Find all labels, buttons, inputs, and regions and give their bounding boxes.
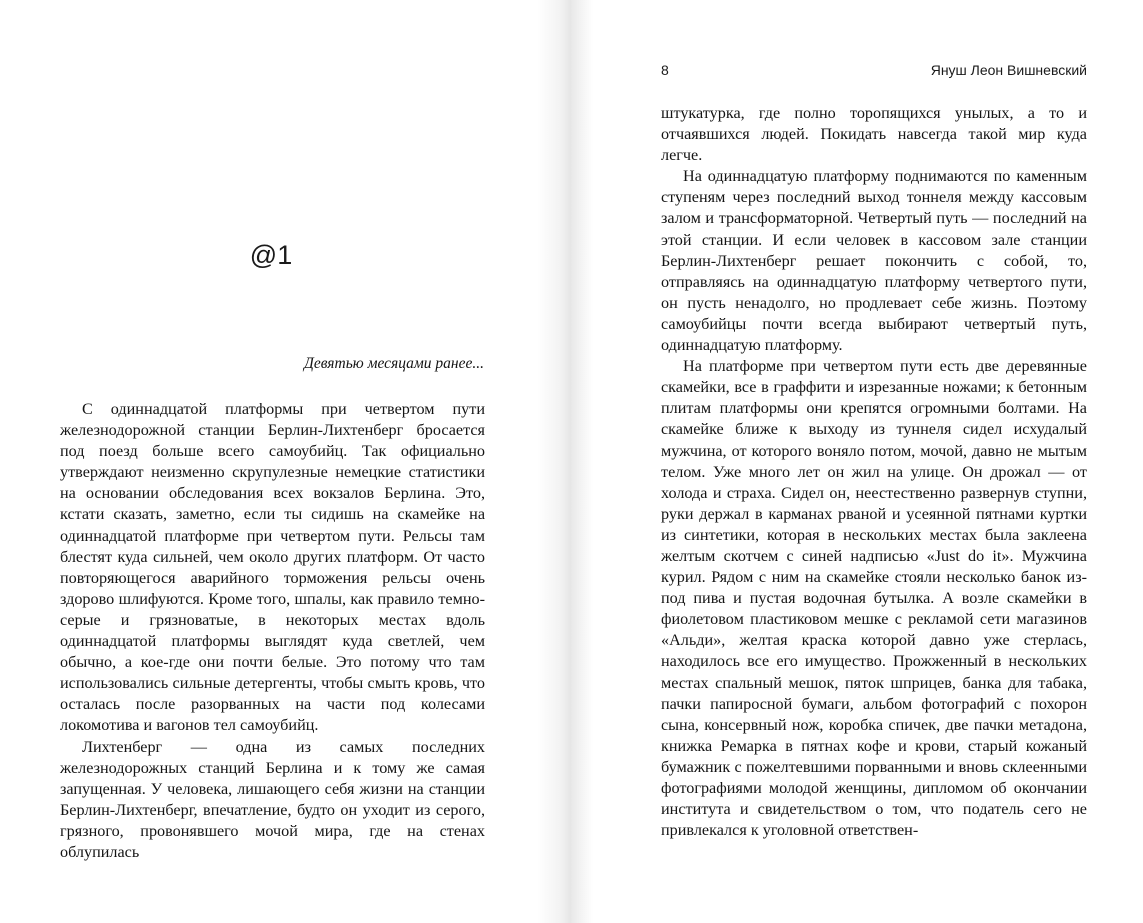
right-page: [571, 0, 1143, 923]
chapter-title: @1: [249, 240, 293, 270]
page-number: 8: [661, 62, 669, 78]
left-page-text: [60, 399, 485, 863]
paragraph: С одиннадцатой платформы при четвертом пути железнодорожной станции Берлин-Лихтенберг бросается под поезд больше всего самоубийц. Так официально утверждают неизменно скрупулезные немецкие статистики на основании обследования всех вокзалов Берлина. Это, кстати сказать, заметно, если ты сидишь на скамейке на одиннадцатой платформе при четвертом пути. Рельсы там блестят куда сильней, чем около других платформ. От часто повторяющегося аварийного торможения рельсы очень здорово шлифуются. Кроме того, шпалы, как правило темно-серые и грязноватые, в некоторых местах вдоль одиннадцатой платформы выглядят куда светлей, чем обычно, а кое-где они почти белые. Это потому что там использовались сильные детергенты, чтобы смыть кровь, что осталась после разорванных на части под колесами локомотива и вагонов тел самоубийц.: [60, 400, 485, 735]
paragraph: Лихтенберг — одна из самых последних железнодорожных станций Берлина и к тому же самая запущенная. У человека, лишающего себя жизни на станции Берлин-Лихтенберг, впечатление, будто он уходит из серого, грязного, провонявшего мочой мира, где на стенах облупилась: [60, 737, 485, 861]
epigraph: Девятью месяцами ранее...: [304, 355, 484, 372]
right-page-text: [661, 103, 1087, 841]
left-page: [0, 0, 571, 923]
running-head: [661, 62, 1087, 84]
paragraph: На платформе при четвертом пути есть две деревянные скамейки, все в граффити и изрезанные ножами; к бетонным плитам платформы они крепятся огромными болтами. На скамейке ближе к выходу из туннеля сидел исхудалый мужчина, от которого воняло потом, мочой, давно не мытым телом. Уже много лет он жил на улице. Он дрожал — от холода и страха. Сидел он, неестественно развернув ступни, руки держал в карманах рваной и усеянной пятнами куртки из синтетики, которая в нескольких местах была заклеена желтым скотчем с синей надписью «Just do it». Мужчина курил. Рядом с ним на скамейке стояли несколько банок из-под пива и пустая водочная бутылка. А возле скамейки в фиолетовом пластиковом мешке с рекламой сети магазинов «Альди», желтая краска которой давно уже стерлась, находилось все его имущество. Прожженный в нескольких местах спальный мешок, пяток шприцев, банка для табака, пачки папиросной бумаги, альбом фотографий с похорон сына, консервный нож, коробка спичек, две пачки метадона, книжка Ремарка в пятнах кофе и крови, старый кожаный бумажник с пожелтевшими порванными и вновь склеенными фотографиями молодой женщины, дипломом об окончании института и свидетельством о том, что податель сего не привлекался к уголовной ответствен-: [661, 357, 1087, 840]
paragraph: штукатурка, где полно торопящихся унылых, а то и отчаявшихся людей. Покидать навсегда такой мир куда легче.: [661, 104, 1087, 165]
gutter-shadow: [537, 0, 571, 923]
running-head-author: Януш Леон Вишневский: [930, 62, 1087, 78]
gutter-shadow: [571, 0, 593, 923]
paragraph: На одиннадцатую платформу поднимаются по каменным ступеням через последний выход тоннеля между кассовым залом и трансформаторной. Четвертый путь — последний на этой станции. И если человек в кассовом зале станции Берлин-Лихтенберг решает покончить с собой, то, отправляясь на одиннадцатую платформу четвертого пути, он пусть ненадолго, но продлевает себе жизнь. Поэтому самоубийцы почти всегда выбирают четвертый путь, одиннадцатую платформу.: [661, 167, 1087, 355]
